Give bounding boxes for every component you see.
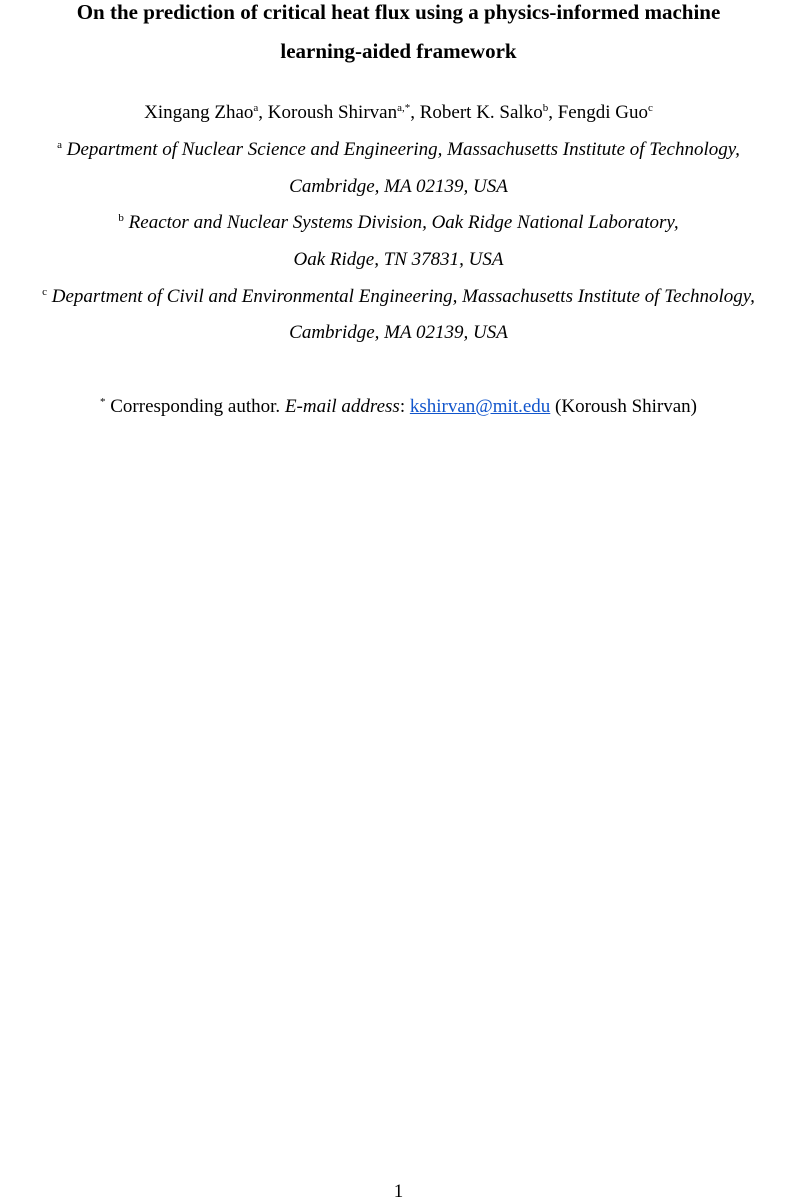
affiliation-b-line-2: Oak Ridge, TN 37831, USA	[293, 249, 504, 270]
author-list	[0, 102, 797, 124]
author-name: Koroush Shirvan	[267, 102, 398, 123]
corresponding-marker: *	[100, 396, 106, 408]
title-line-1: On the prediction of critical heat flux using a physics-informed machine	[76, 0, 721, 24]
corresponding-suffix: (Koroush Shirvan)	[550, 396, 697, 417]
author-affiliation-marker: a	[253, 102, 259, 114]
affiliation-c-line-1	[0, 286, 797, 308]
affiliation-text: Department of Nuclear Science and Engineering, Massachusetts Institute of Technology,	[66, 139, 740, 160]
corresponding-author-note	[0, 396, 797, 418]
affiliation-marker: a	[57, 139, 62, 151]
author-separator: ,	[548, 102, 558, 123]
author-affiliation-marker: c	[647, 102, 653, 114]
author-name: Fengdi Guo	[557, 102, 648, 123]
page-number: 1	[393, 1181, 404, 1202]
affiliation-a-line-1	[0, 139, 797, 161]
affiliation-c-line-2: Cambridge, MA 02139, USA	[289, 322, 508, 343]
affiliation-marker: c	[42, 286, 48, 298]
author-separator: ,	[410, 102, 420, 123]
author-name: Robert K. Salko	[419, 102, 543, 123]
affiliation-a-line-2: Cambridge, MA 02139, USA	[289, 176, 508, 197]
author-separator: ,	[258, 102, 268, 123]
email-colon: :	[399, 396, 410, 417]
title-line-2: learning-aided framework	[280, 39, 517, 63]
author-affiliation-marker: a,*	[397, 102, 411, 114]
email-label: E-mail address	[284, 396, 400, 417]
email-link[interactable]: kshirvan@mit.edu	[409, 396, 551, 417]
corresponding-prefix: Corresponding author.	[110, 396, 285, 417]
author-affiliation-marker: b	[542, 102, 549, 114]
affiliation-text: Reactor and Nuclear Systems Division, Oak Ridge National Laboratory,	[128, 212, 679, 233]
affiliation-b-line-1	[0, 212, 797, 234]
author-name: Xingang Zhao	[144, 102, 254, 123]
affiliation-text: Department of Civil and Environmental Engineering, Massachusetts Institute of Technology,	[51, 286, 755, 307]
affiliation-marker: b	[118, 212, 124, 224]
